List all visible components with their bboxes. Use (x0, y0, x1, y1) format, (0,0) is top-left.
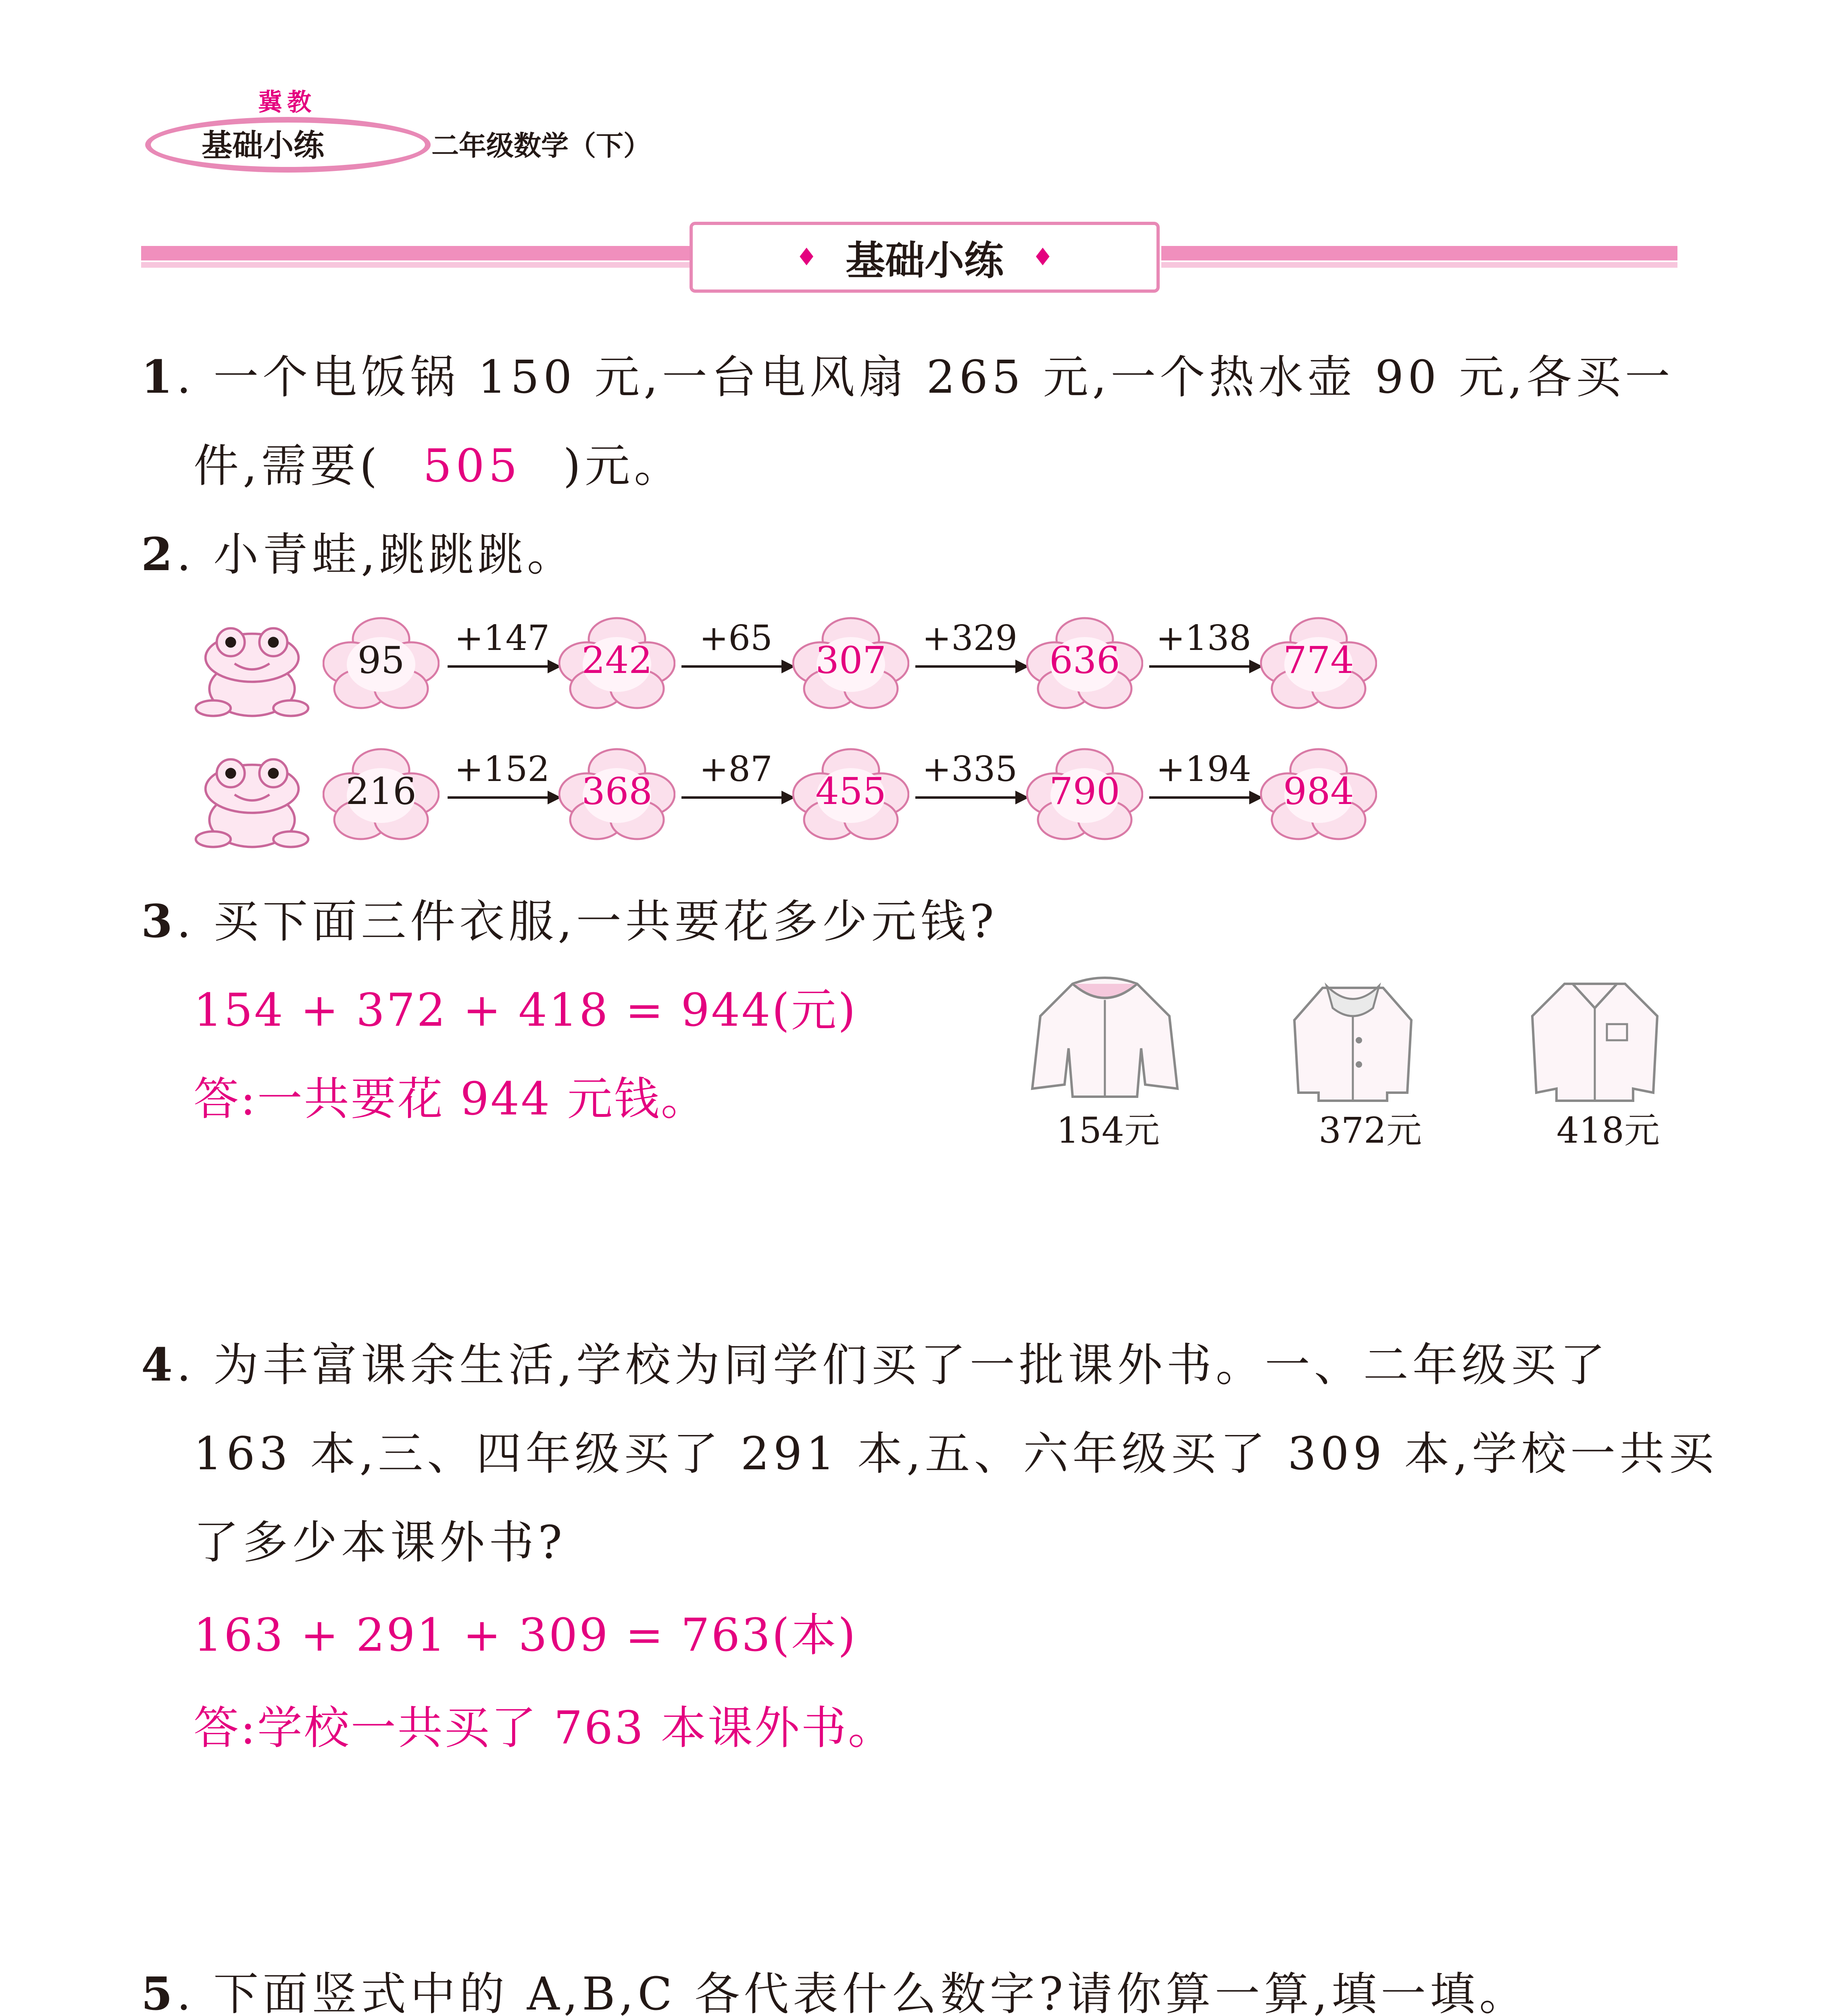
flower-node (1260, 617, 1377, 710)
question-text: 小青蛙,跳跳跳。 (213, 529, 576, 581)
operation-label: +138 (1156, 618, 1252, 658)
node-answer: 984 (1283, 770, 1354, 813)
operation-label: +65 (699, 618, 773, 658)
operation-label: +87 (699, 749, 773, 789)
question-text: 下面竖式中的 A,B,C 各代表什么数字?请你算一算,填一填。 (213, 1968, 1529, 2016)
publisher-label: 冀教 (258, 88, 316, 117)
question-number: 3 (141, 895, 177, 948)
question-number: 2 (141, 528, 177, 581)
question-5: 5. 下面竖式中的 A,B,C 各代表什么数字?请你算一算,填一填。 (141, 1972, 1528, 2016)
question-2: 2. 小青蛙,跳跳跳。 (141, 528, 576, 581)
grade-label: 二年级数学（下） (431, 130, 651, 162)
flower-node (1026, 748, 1143, 841)
price-label: 154元 (1056, 1110, 1160, 1151)
section-title: 基础小练 (845, 237, 1004, 284)
question-4-line2: 163 本,三、四年级买了 291 本,五、六年级买了 309 本,学校一共买 (194, 1428, 1718, 1480)
answer-value: 505 (423, 440, 521, 492)
question-text: 买下面三件衣服,一共要花多少元钱? (213, 896, 998, 948)
node-answer: 368 (581, 770, 652, 813)
question-number: 4 (141, 1339, 177, 1391)
diamond-icon: ♦ (1032, 243, 1054, 271)
operation-label: +335 (922, 749, 1018, 789)
node-answer: 307 (815, 639, 886, 682)
section-ribbon-left (141, 246, 690, 260)
section-title-box (690, 222, 1160, 293)
flower-node (792, 748, 909, 841)
flower-node (558, 748, 675, 841)
section-ribbon-left-thin (141, 262, 690, 268)
question-1-line2 (194, 440, 683, 492)
coat-icon (1286, 976, 1419, 1105)
price-label: 372元 (1319, 1110, 1422, 1151)
question-number: 1 (141, 351, 177, 404)
node-value: 95 (357, 639, 405, 682)
node-value: 216 (346, 770, 417, 813)
frog-icon (194, 752, 310, 853)
shirt-icon (1520, 972, 1669, 1105)
question-text: 一个电饭锅 150 元,一台电风扇 265 元,一个热水壶 90 元,各买一 (213, 351, 1674, 404)
blank-suffix: )元。 (563, 440, 683, 492)
section-ribbon-right (1161, 246, 1677, 260)
question-text: 为丰富课余生活,学校为同学们买了一批课外书。一、二年级买了 (213, 1339, 1609, 1391)
diamond-icon: ♦ (796, 243, 817, 271)
flower-node (1260, 748, 1377, 841)
flower-node (323, 748, 440, 841)
q3-answer: 答:一共要花 944 元钱。 (194, 1073, 708, 1125)
node-answer: 790 (1049, 770, 1120, 813)
flower-node (323, 617, 440, 710)
section-ribbon-right-thin (1161, 262, 1677, 268)
node-answer: 774 (1283, 639, 1354, 682)
q4-equation: 163 + 291 + 309 = 763(本) (194, 1609, 857, 1662)
question-4: 4. 为丰富课余生活,学校为同学们买了一批课外书。一、二年级买了 (141, 1339, 1609, 1391)
question-1: 1. 一个电饭锅 150 元,一台电风扇 265 元,一个热水壶 90 元,各买一 (141, 351, 1674, 404)
question-4-line3: 了多少本课外书? (194, 1516, 567, 1569)
operation-label: +147 (454, 618, 550, 658)
flower-node (1026, 617, 1143, 710)
node-answer: 636 (1049, 639, 1120, 682)
question-number: 5 (141, 1968, 177, 2016)
operation-label: +152 (454, 749, 550, 789)
operation-label: +194 (1156, 749, 1252, 789)
flower-node (792, 617, 909, 710)
q3-equation: 154 + 372 + 418 = 944(元) (194, 984, 857, 1037)
header (137, 73, 742, 177)
series-name: 基础小练 (202, 127, 324, 163)
blank-prefix: 件,需要( (194, 440, 381, 492)
q4-answer: 答:学校一共买了 763 本课外书。 (194, 1702, 895, 1754)
frog-icon (194, 621, 310, 722)
node-answer: 242 (581, 639, 652, 682)
operation-label: +329 (922, 618, 1018, 658)
jacket-icon (1024, 968, 1186, 1105)
flower-node (558, 617, 675, 710)
node-answer: 455 (815, 770, 886, 813)
price-label: 418元 (1556, 1110, 1660, 1151)
question-3: 3. 买下面三件衣服,一共要花多少元钱? (141, 895, 998, 948)
